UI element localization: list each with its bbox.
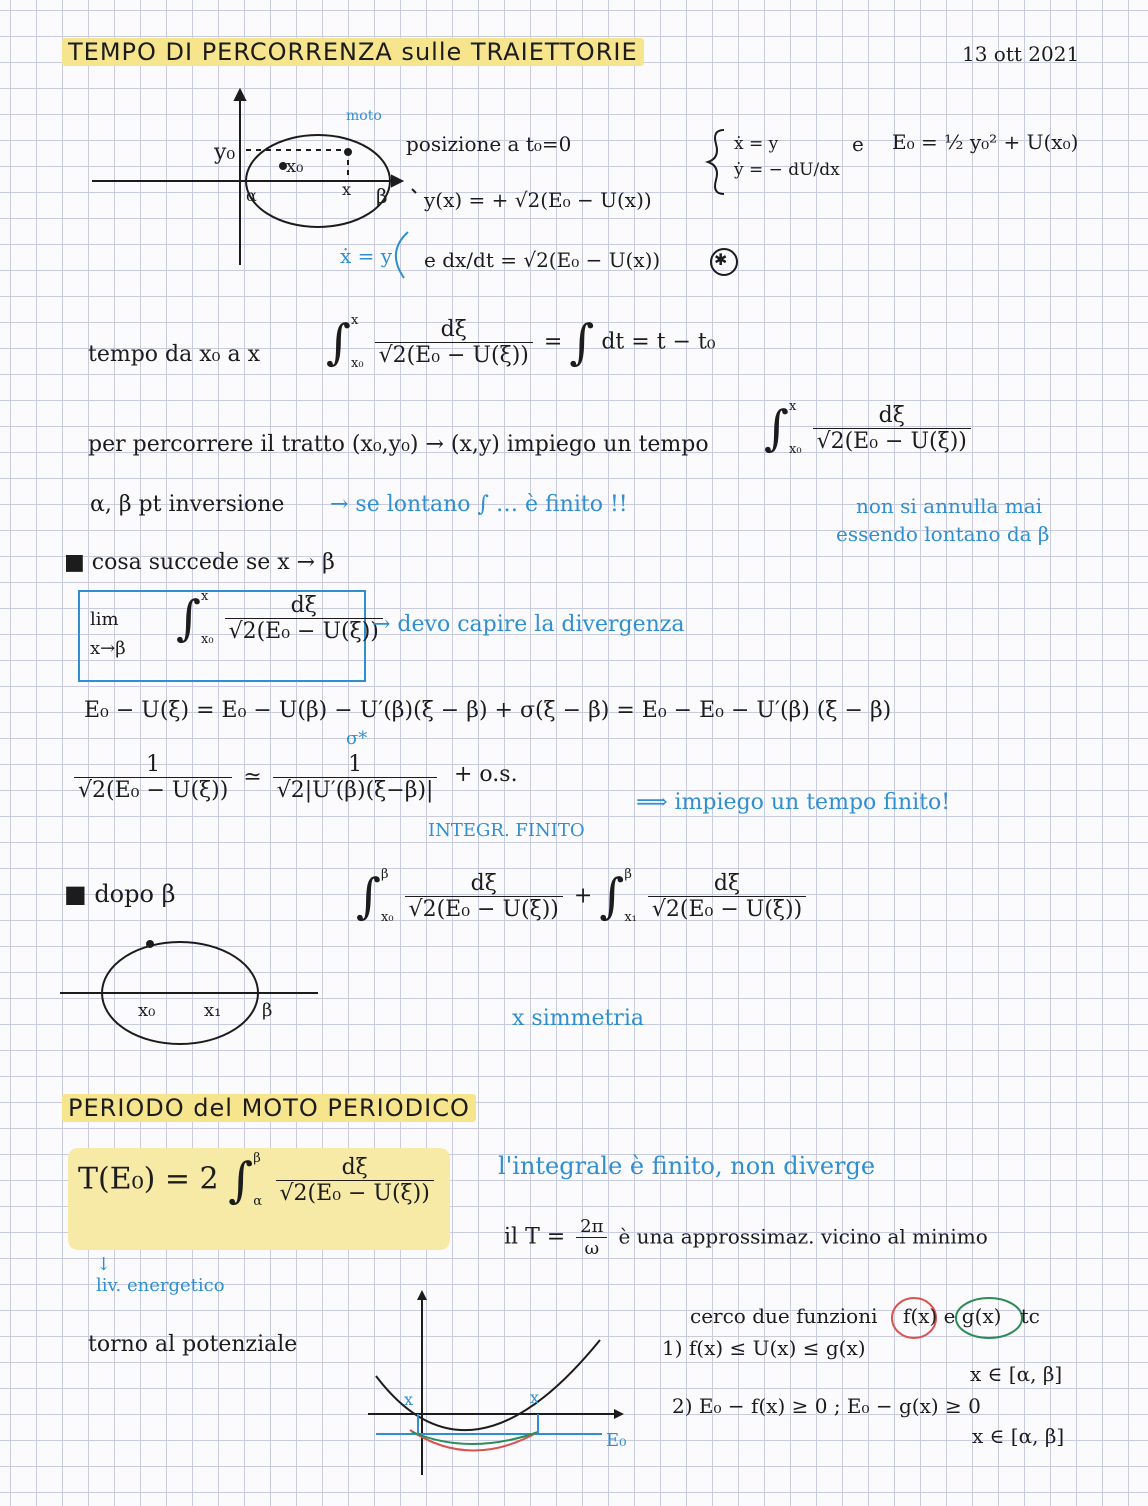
limit-label: lim x→β (90, 609, 126, 659)
nonsi-note: non si annulla mai (856, 494, 1043, 518)
taylor-expansion: E₀ − U(ξ) = E₀ − U(β) − U′(β)(ξ − β) + σ(ξ − β) = E₀ − E₀ − U′(β) (ξ − β) (84, 698, 892, 723)
torno-text: torno al potenziale (88, 1332, 298, 1357)
inversion-points: α, β pt inversione (90, 492, 285, 517)
plot-x-right: x (530, 1388, 540, 1407)
label-alpha: α (246, 186, 257, 205)
blue-paren (396, 232, 408, 278)
label-x0: x₀ (286, 156, 304, 177)
lontano-note: → se lontano ∫ … è finito !! (330, 492, 628, 517)
split-integral: ∫β x₀ $\frac{d\xi}{\text{√2(E₀ − U(ξ))}}$ + ∫β x₁ $\frac{d\xi}{\text{√2(E₀ − U(ξ))}}$ (356, 868, 810, 925)
dopo-ellipse (60, 941, 318, 1044)
essendo-note: essendo lontano da β (836, 522, 1050, 546)
period-approx: il T = $\frac{2\pi}{\omega}$ è una approssimaz. vicino al minimo (504, 1216, 988, 1259)
label-beta: β (376, 184, 388, 208)
integrale-note: l'integrale è finito, non diverge (498, 1152, 876, 1180)
y-of-x: y(x) = + √2(E₀ − U(x)) (424, 188, 652, 212)
livello-note: ↓ liv. energetico (96, 1254, 225, 1296)
dopo-x1: x₁ (204, 1000, 222, 1021)
domain-2: x ∈ [α, β] (972, 1424, 1065, 1448)
date: 13 ott 2021 (962, 42, 1080, 66)
sigma-note: σ* (346, 728, 368, 749)
period-formula: T(E₀) = 2 ∫β α $\frac{d\xi}{\text{√2(E₀ − U(ξ))}}$ (78, 1152, 438, 1209)
finito-note: INTEGR. FINITO (428, 820, 585, 841)
os-term: + o.s. (454, 762, 518, 787)
initial-position: posizione a t₀=0 (406, 132, 572, 156)
page-title: TEMPO DI PERCORRENZA sulle TRAIETTORIE (62, 38, 644, 66)
xdot-eq-y: ẋ = y (340, 244, 393, 268)
label-y0: y₀ (214, 140, 236, 165)
condition-1: 1) f(x) ≤ U(x) ≤ g(x) (662, 1336, 866, 1360)
potential-plot (368, 1290, 627, 1475)
tempo-label: tempo da x₀ a x (88, 342, 260, 367)
limit-integral: ∫x x₀ $\frac{d\xi}{\text{√2(E₀ − U(ξ))}}$ (176, 590, 387, 647)
cerco-text: cerco due funzioni f(x) e g(x) tc (690, 1304, 1040, 1328)
time-integral: ∫x x₀ $\frac{d\xi}{\text{√2(E₀ − U(ξ))}}$ = ∫ dt = t − t₀ (326, 313, 716, 371)
simmetria-note: x simmetria (512, 1006, 644, 1031)
percorrere-text: per percorrere il tratto (x₀,y₀) → (x,y) impiego un tempo (88, 432, 709, 457)
star-mark: ✱ (714, 250, 728, 269)
impiego-note: ⟹ impiego un tempo finito! (636, 790, 951, 815)
domain-1: x ∈ [α, β] (970, 1362, 1063, 1386)
label-moto: moto (346, 108, 382, 124)
dopo-beta: β (262, 1000, 273, 1021)
dx-dt: e dx/dt = √2(E₀ − U(x)) (424, 248, 661, 272)
system-1: ẋ = y (734, 134, 779, 154)
and-word: e (852, 132, 864, 156)
dopo-heading: ■ dopo β (64, 880, 176, 908)
approx-formula: $\frac{1}{\text{√2(E₀ − U(ξ))}}$ ≃ $\frac{1}{√2|U'(\beta)(\xi-\beta)|}$ (70, 752, 441, 803)
condition-2: 2) E₀ − f(x) ≥ 0 ; E₀ − g(x) ≥ 0 (672, 1394, 981, 1418)
devo-note: → devo capire la divergenza (372, 612, 685, 637)
plot-E0: E₀ (606, 1430, 627, 1451)
time-integral-2: ∫x x₀ $\frac{d\xi}{\text{√2(E₀ − U(ξ))}}$ (764, 400, 975, 457)
energy-def: E₀ = ½ y₀² + U(x₀) (892, 130, 1079, 154)
plot-x-left: x (404, 1390, 414, 1409)
label-x: x (342, 180, 352, 199)
period-title: PERIODO del MOTO PERIODICO (62, 1094, 476, 1122)
system-2: ẏ = − dU/dx (734, 160, 840, 180)
dopo-x0: x₀ (138, 1000, 156, 1021)
question-heading: ■ cosa succede se x → β (64, 550, 335, 575)
